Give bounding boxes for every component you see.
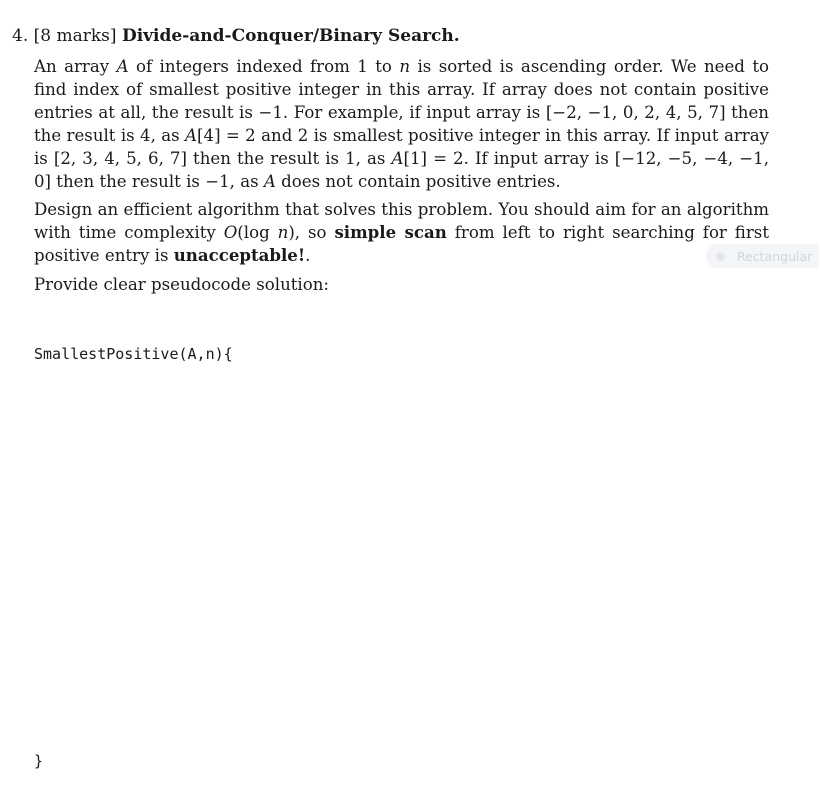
rectangular-tool-stamp bbox=[706, 244, 819, 268]
text-run: ) bbox=[288, 223, 295, 242]
emphasis-text: simple scan bbox=[334, 222, 447, 242]
instruction-paragraph: Provide clear pseudocode solution: bbox=[34, 275, 330, 294]
problem-statement-paragraph bbox=[34, 55, 769, 193]
text-run: of integers indexed from 1 to bbox=[128, 57, 400, 76]
text-run: from left to right searching for first positive entry is bbox=[34, 223, 769, 265]
pseudocode-signature: SmallestPositive(A,n){ bbox=[34, 345, 233, 363]
requirements-paragraph bbox=[34, 198, 769, 267]
text-run: is sorted is ascending order. We need to find index of smallest positive integer in this array. If array does not contain positive entries at all, the result is −1. For example, if input array is [−2, −1, 0, 2, 4, 5, 7] then the result is 4, as bbox=[34, 57, 769, 145]
question-title: Divide-and-Conquer/Binary Search. bbox=[121, 26, 460, 46]
text-run: , so bbox=[294, 223, 335, 242]
text-run: [4] = 2 and 2 is smallest positive integer in this array. If input array is [2, 3, 4, 5, 6, 7] then the result is 1, as bbox=[34, 126, 769, 168]
math-variable: A bbox=[391, 149, 404, 168]
text-run: . bbox=[305, 246, 311, 265]
math-variable: A bbox=[185, 126, 198, 145]
math-variable: n bbox=[399, 57, 411, 76]
question-heading bbox=[12, 24, 460, 48]
text-run: An array bbox=[34, 57, 117, 76]
dot-icon bbox=[716, 252, 725, 261]
math-variable: A bbox=[116, 57, 129, 76]
math-variable: n bbox=[277, 223, 289, 242]
stamp-label: Rectangular bbox=[737, 248, 813, 264]
pseudocode-closing-brace: } bbox=[34, 752, 44, 770]
emphasis-text: unacceptable! bbox=[173, 245, 306, 265]
text-run: does not contain positive entries. bbox=[275, 172, 561, 191]
math-variable: A bbox=[263, 172, 276, 191]
math-variable: O bbox=[223, 223, 238, 242]
text-run: Design an efficient algorithm that solves this problem. You should aim for an algorithm with time complexity bbox=[34, 200, 769, 242]
text-run: (log bbox=[237, 223, 278, 242]
question-marks: [8 marks] bbox=[33, 26, 117, 46]
question-number: 4. bbox=[12, 26, 29, 46]
text-run: [1] = 2. If input array is [−12, −5, −4, −1, 0] then the result is −1, as bbox=[34, 149, 769, 191]
